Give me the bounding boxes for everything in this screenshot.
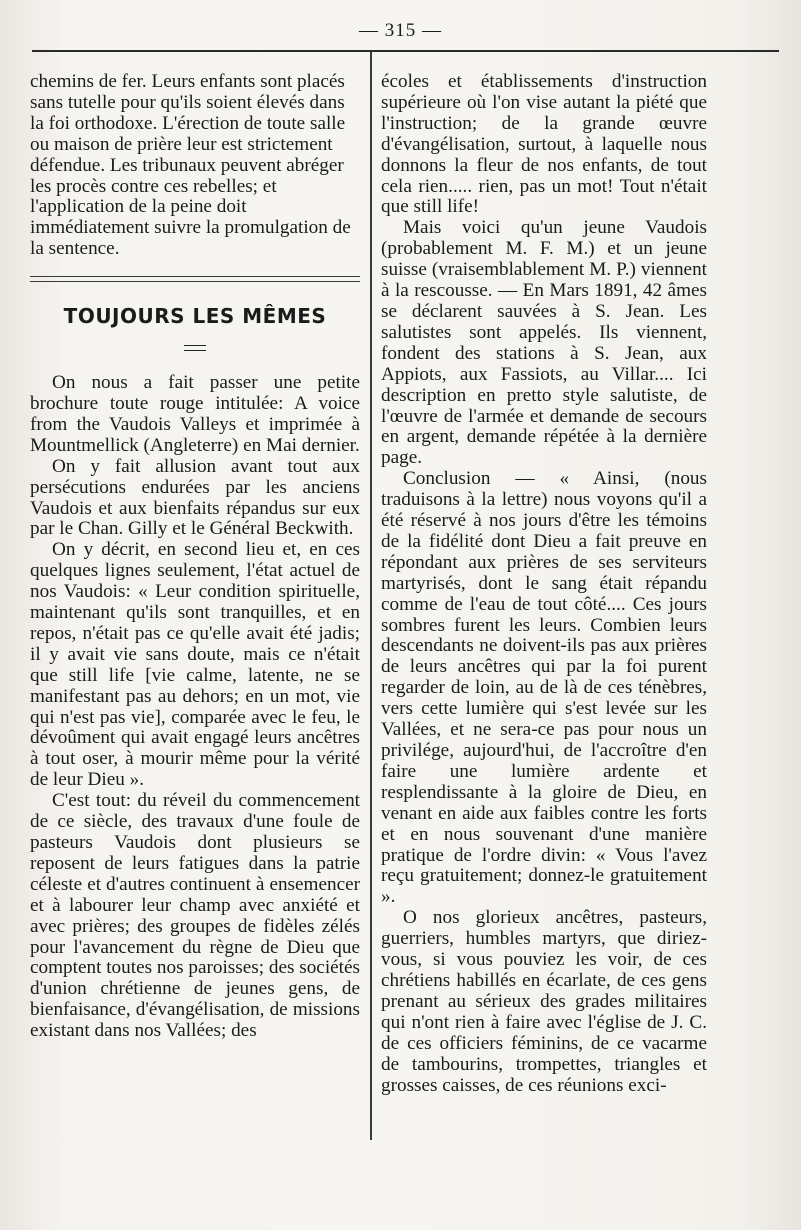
section-separator <box>30 276 360 282</box>
paragraph: O nos glorieux ancêtres, pasteurs, guerriers, humbles martyrs, que diriez-vous, si vous pouviez les voir, de ces chrétiens habillés en écarlate, de ces gens prenant au sérieux des grades militaires qui n'ont rien à faire avec l'église de J. C. de ces officiers féminins, de ce vacarme de tambourins, trompettes, triangles et grosses caisses, de ces réunions exci- <box>381 907 707 1096</box>
paragraph: On y fait allusion avant tout aux persécutions endurées par les anciens Vaudois et aux bienfaits répandus sur eux par le Chan. Gilly et le Général Beckwith. <box>30 455 360 540</box>
paragraph: Mais voici qu'un jeune Vaudois (probablement M. F. M.) et un jeune suisse (vraisemblablement M. P.) viennent à la rescousse. — En Mars 1891, 42 âmes se déclarent sauvées à S. Jean. Les salutistes sont appelés. Ils viennent, fondent des stations à S. Jean, aux Appiots, aux Fassiots, au Villar.... Ici description en pretto style salutiste, de l'œuvre de l'armée et demande de secours en argent, demande répétée à la dernière page. <box>381 217 707 469</box>
heading-ornament <box>30 333 360 355</box>
intro-paragraph: chemins de fer. Leurs enfants sont placés sans tutelle pour qu'ils soient élevés dans la foi orthodoxe. L'érection de toute salle ou maison de prière leur est strictement défendue. Les tribunaux peuvent abréger les procès contre ces rebelles; et l'application de la peine doit immédiatement suivre la promulgation de la sentence. <box>30 71 351 260</box>
section-heading: TOUJOURS LES MÊMES <box>63 304 327 329</box>
paragraph: C'est tout: du réveil du commencement de ce siècle, des travaux d'une foule de pasteurs Vaudois dont plusieurs se reposent de leurs fatigues dans la patrie céleste et d'autres continuent à ensemencer et à labourer leur champ avec anxiété et avec prières; des groupes de fidèles zélés pour l'avancement du règne de Dieu que comptent toutes nos paroisses; des sociétés d'union chrétienne de jeunes gens, de bienfaisance, d'évangélisation, de missions existant dans nos Vallées; des <box>30 790 360 1042</box>
left-column <box>30 72 360 1042</box>
header-rule <box>32 50 779 52</box>
paragraph: On y décrit, en second lieu et, en ces quelques lignes seulement, l'état actuel de nos Vaudois: « Leur condition spirituelle, maintenant qu'ils sont tranquilles, et en repos, n'était pas ce qu'elle avait été jadis; il y avait vie sans doute, mais ce n'était que still life [vie calme, latente, ne se manifestant pas au dehors; en un mot, vie qui n'est pas vie], comparée avec le feu, le dévoûment qui avait engagé leurs ancêtres à tout oser, à mourir même pour la vérité de leur Dieu ». <box>30 539 360 791</box>
right-column <box>381 72 707 1096</box>
paragraph: On nous a fait passer une petite brochure toute rouge intitulée: A voice from the Vaudois Valleys et imprimée à Mountmellick (Angleterre) en Mai dernier. <box>30 372 360 456</box>
paragraph: Conclusion — « Ainsi, (nous traduisons à la lettre) nous voyons qu'il a été réservé à nos jours d'être les témoins de la fidélité dont Dieu a fait preuve en répondant aux prières de ses serviteurs martyrisés, dont le sang était répandu comme de l'eau de tout côté.... Ces jours sombres furent les leurs. Combien leurs descendants ne doivent-ils pas aux prières de leurs ancêtres qui par la foi purent regarder de loin, au de là de ces ténèbres, vers cette lumière qui s'est levée sur les Vallées, et ne sera-ce pas pour nous un privilége, aujourd'hui, de l'accroître d'en faire une lumière ardente et resplendissante à la gloire de Dieu, en venant en aide aux faibles contre les forts et en nous souvenant d'une manière pratique de l'ordre divin: « Vous l'avez reçu gratuitement; donnez-le gratuitement ». <box>381 468 707 908</box>
column-divider <box>370 52 372 1140</box>
page-number: — 315 — <box>359 20 442 41</box>
paragraph: écoles et établissements d'instruction supérieure où l'on vise autant la piété que l'instruction; de la grande œuvre d'évangélisation, surtout, à laquelle nous donnons la fleur de nos enfants, de tout cela rien..... rien, pas un mot! Tout n'était que still life! <box>381 71 707 218</box>
